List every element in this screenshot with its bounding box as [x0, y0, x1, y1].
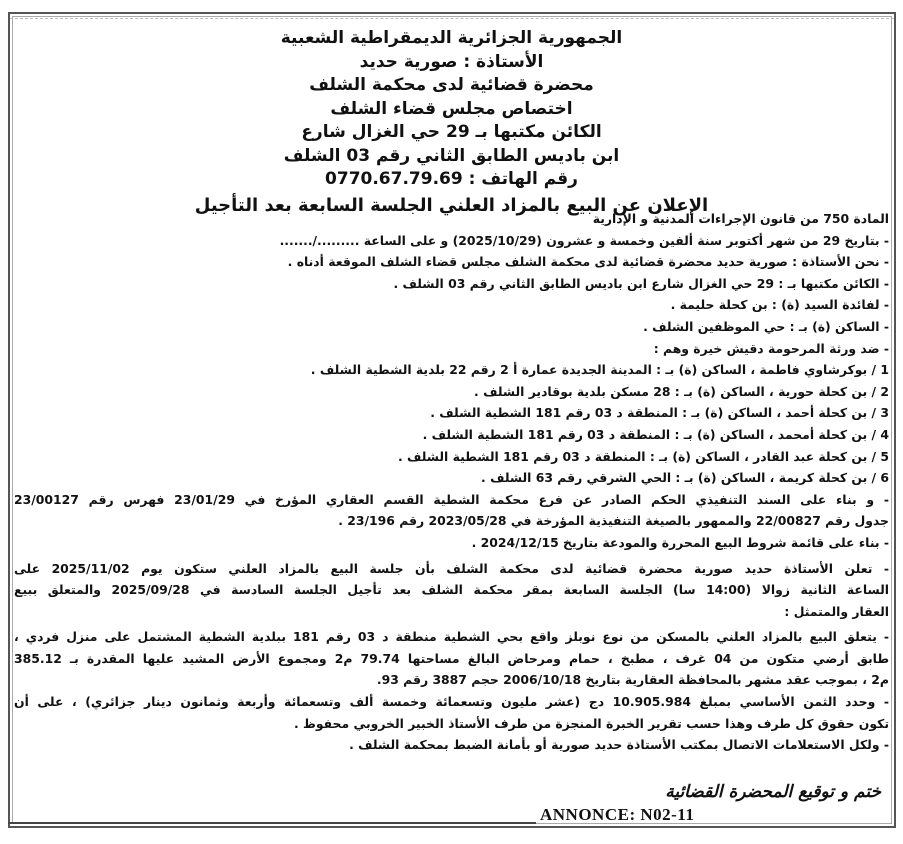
- body-line: - و بناء على السند التنفيذي الحكم الصادر عن فرع محكمة الشطية القسم العقاري المؤرخ في 23/01/29 فهرس رقم 23/00127: [14, 491, 889, 507]
- body-line: - وحدد الثمن الأساسي بمبلغ 10.905.984 دج (عشر مليون وتسعمائة وخمسة ألف وتسعمائة وأربعة وثمانون دينار جزائري) ، على أن: [14, 694, 889, 710]
- body-line: م2 ، بموجب عقد مشهر بالمحافظة العقارية بتاريخ 2006/10/18 حجم 3887 رقم 93.: [376, 672, 889, 688]
- body-line: جدول رقم 22/00827 والممهور بالصيغة التنفيذية المؤرخة في 2023/05/28 رقم 23/196 .: [338, 513, 889, 529]
- heir-item: 4 / بن كحلة أمحمد ، الساكن (ة) بـ : المنطقة د 03 رقم 181 الشطية الشلف .: [422, 426, 889, 442]
- header-address-2: ابن باديس الطابق الثاني رقم 03 الشلف: [283, 145, 620, 166]
- body-line: الساعة الثانية زوالا (14:00 سا) الجلسة السابعة بمقر محكمة الشلف بعد تأجيل الجلسة السادسة في 2025/09/28 والمتعلق ببيع: [14, 582, 889, 598]
- heir-item: 5 / بن كحلة عبد القادر ، الساكن (ة) بـ : المنطقة د 03 رقم 181 الشطية الشلف .: [397, 448, 889, 464]
- body-line: العقار والمتمثل :: [784, 603, 889, 619]
- body-line: - بتاريخ 29 من شهر أكتوبر سنة ألفين وخمسة و عشرون (2025/10/29) و على الساعة ........./.......: [279, 232, 889, 248]
- body-line: طابق أرضي متكون من 04 غرف ، مطبخ ، حمام ومرحاض البالغ مساحتها 79.74 م2 ومجموع الأرض المشيد عليها المقدرة بـ 385.12: [14, 650, 889, 666]
- notice-body: [14, 208, 889, 756]
- body-line: - بناء على قائمة شروط البيع المحررة والمودعة بتاريخ 2024/12/15 .: [471, 534, 889, 550]
- header-office: محضرة قضائية لدى محكمة الشلف: [309, 75, 594, 95]
- heir-item: 3 / بن كحلة أحمد ، الساكن (ة) بـ : المنطقة د 03 رقم 181 الشطية الشلف .: [430, 405, 889, 421]
- notice-title: الإعلان عن البيع بالمزاد العلني الجلسة السابعة بعد التأجيل: [194, 194, 709, 216]
- body-line: - لفائدة السيد (ة) : بن كحلة حليمة .: [670, 297, 889, 313]
- body-line: - الكائن مكتبها بـ : 29 حي الغزال شارع ابن باديس الطابق الثاني رقم 03 الشلف .: [393, 275, 889, 291]
- header-jurisdiction: اختصاص مجلس قضاء الشلف: [330, 98, 573, 119]
- body-line: - نحن الأستاذة : صورية حديد محضرة قضائية لدى محكمة الشلف مجلس قضاء الشلف الموقعة أدناه .: [287, 254, 889, 270]
- signature-label: ختم و توقيع المحضرة القضائية: [665, 782, 881, 802]
- annonce-number: ANNONCE: N02-11: [540, 805, 695, 824]
- body-line: - الساكن (ة) بـ : حي الموظفين الشلف .: [643, 318, 889, 334]
- header-bailiff-name: الأستاذة : صورية حديد: [359, 51, 544, 72]
- heir-item: 1 / بوكرشاوي فاطمة ، الساكن (ة) بـ : المدينة الجديدة عمارة أ 2 رقم 22 بلدية الشطية الشلف .: [310, 362, 889, 378]
- body-line: - يتعلق البيع بالمزاد العلني بالمسكن من نوع نوبلز واقع بحي الشطية منطقة د 03 رقم 181 ببلدية الشطية المشتمل على منزل فردي ،: [14, 629, 889, 645]
- body-line: - ضد ورثة المرحومة دقيش خيرة وهم :: [653, 340, 889, 356]
- notice-header: [0, 27, 903, 217]
- divider: [10, 18, 894, 19]
- heir-item: 6 / بن كحلة كريمة ، الساكن (ة) بـ : الحي الشرقي رقم 63 الشلف .: [481, 470, 889, 486]
- divider: [8, 822, 536, 824]
- header-address-1: الكائن مكتبها بـ 29 حي الغزال شارع: [301, 122, 602, 142]
- body-line: - تعلن الأستاذة حديد صورية محضرة قضائية لدى محكمة الشلف بأن جلسة البيع بالمزاد العلني ستكون يوم 2025/11/02 على: [14, 560, 889, 576]
- body-line: - ولكل الاستعلامات الاتصال بمكتب الأستاذة حديد صورية أو بأمانة الضبط بمحكمة الشلف .: [349, 737, 889, 753]
- header-republic: الجمهورية الجزائرية الديمقراطية الشعبية: [280, 28, 623, 48]
- header-phone: رقم الهاتف : 0770.67.79.69: [325, 169, 578, 189]
- body-line: تكون حقوق كل طرف وهذا حسب تقرير الخبرة المنجزة من طرف الأستاذ الخبير الخروبي محفوظ .: [293, 715, 889, 731]
- body-line: المادة 750 من قانون الإجراءات المدنية و الإدارية: [592, 211, 889, 226]
- heir-item: 2 / بن كحلة حورية ، الساكن (ة) بـ : 28 مسكن بلدية بوقادير الشلف .: [474, 383, 889, 399]
